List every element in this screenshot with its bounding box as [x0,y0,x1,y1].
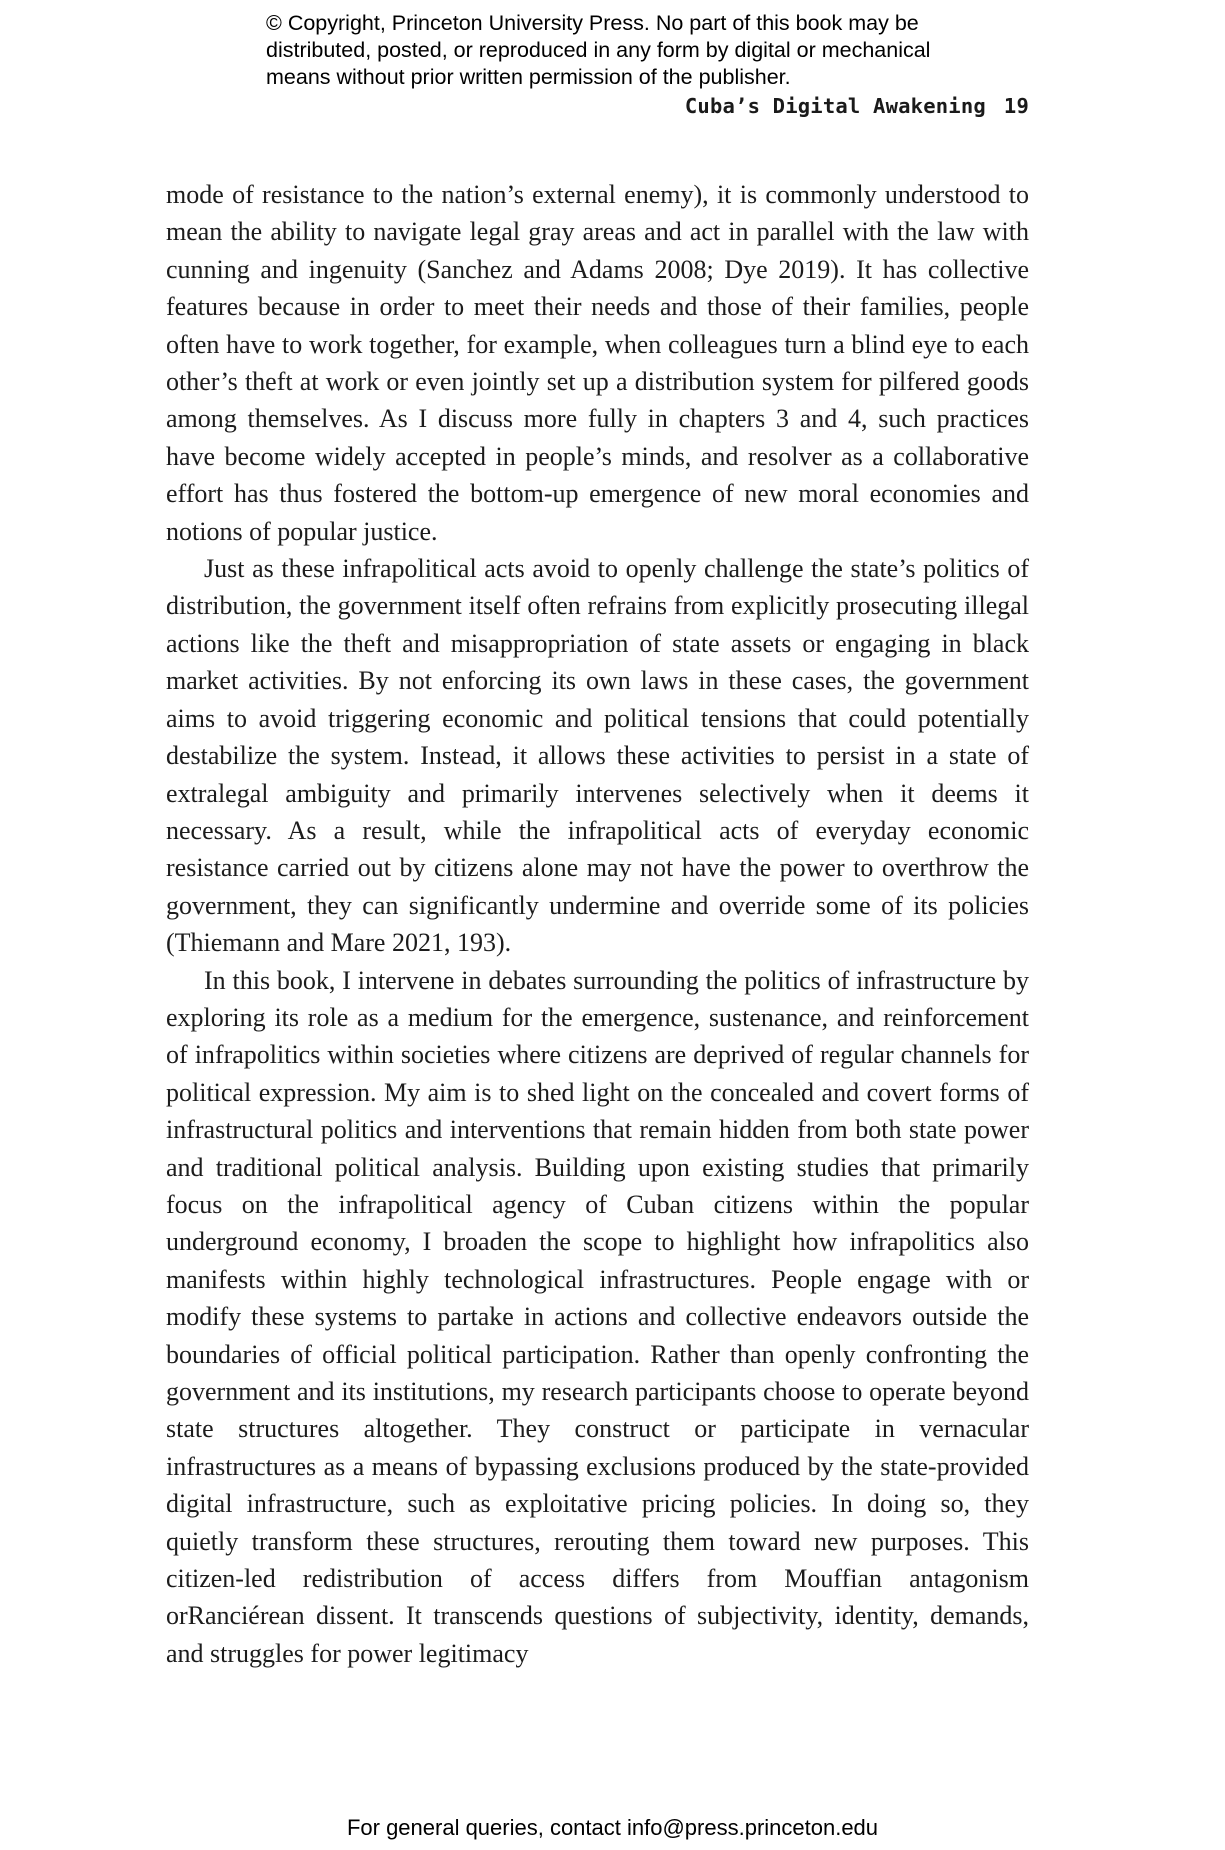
copyright-notice [266,10,1026,91]
copyright-line-3: means without prior written permission of the publisher. [266,65,791,89]
footer-contact [0,1815,1225,1841]
running-head [685,94,1029,118]
footer-text: For general queries, contact info@press.princeton.edu [346,1815,879,1840]
paragraph-2: Just as these infrapolitical acts avoid to openly challenge the state’s politics of distribution, the government itself often refrains from explicitly prosecuting illegal actions like the theft and misappropriation of state assets or engaging in black market activities. By not enforcing its own laws in these cases, the government aims to avoid triggering economic and political tensions that could potentially destabilize the system. Instead, it allows these activities to persist in a state of extralegal ambiguity and primarily intervenes selectively when it deems it necessary. As a result, while the infrapolitical acts of everyday economic resistance carried out by citizens alone may not have the power to overthrow the government, they can significantly undermine and override some of its policies (Thiemann and Mare 2021, 193). [166,554,1029,958]
body-text [166,176,1029,1672]
copyright-line-2: distributed, posted, or reproduced in any form by digital or mechanical [266,38,931,62]
page-number: 19 [1003,94,1029,118]
paragraph-3: In this book, I intervene in debates surrounding the politics of infrastructure by exploring its role as a medium for the emergence, sustenance, and reinforcement of infrapolitics within societies where citizens are deprived of regular channels for political expression. My aim is to shed light on the concealed and covert forms of infrastructural politics and interventions that remain hidden from both state power and traditional political analysis. Building upon existing studies that primarily focus on the infrapolitical agency of Cuban citizens within the popular underground economy, I broaden the scope to highlight how infrapolitics also manifests within highly technological infrastructures. People engage with or modify these systems to partake in actions and collective endeavors outside the boundaries of official political participation. Rather than openly confronting the government and its institutions, my research participants choose to operate beyond state structures altogether. They construct or participate in vernacular infrastructures as a means of bypassing exclusions produced by the state-provided digital infrastructure, such as exploitative pricing policies. In doing so, they quietly transform these structures, rerouting them toward new purposes. This citizen-led redistribution of access differs from Mouffian antagonism orRanciérean dissent. It transcends questions of subjectivity, identity, demands, and struggles for power legitimacy [166,965,1029,1668]
copyright-line-1: © Copyright, Princeton University Press. No part of this book may be [266,11,919,35]
running-head-title: Cuba’s Digital Awakening [684,94,986,118]
paragraph-1: mode of resistance to the nation’s external enemy), it is commonly understood to mean the ability to navigate legal gray areas and act in parallel with the law with cunning and ingenuity (Sanchez and Adams 2008; Dye 2019). It has collective features because in order to meet their needs and those of their families, people often have to work together, for example, when colleagues turn a blind eye to each other’s theft at work or even jointly set up a distribution system for pilfered goods among themselves. As I discuss more fully in chapters 3 and 4, such practices have become widely accepted in people’s minds, and resolver as a collaborative effort has thus fostered the bottom-up emergence of new moral economies and notions of popular justice. [166,180,1029,546]
